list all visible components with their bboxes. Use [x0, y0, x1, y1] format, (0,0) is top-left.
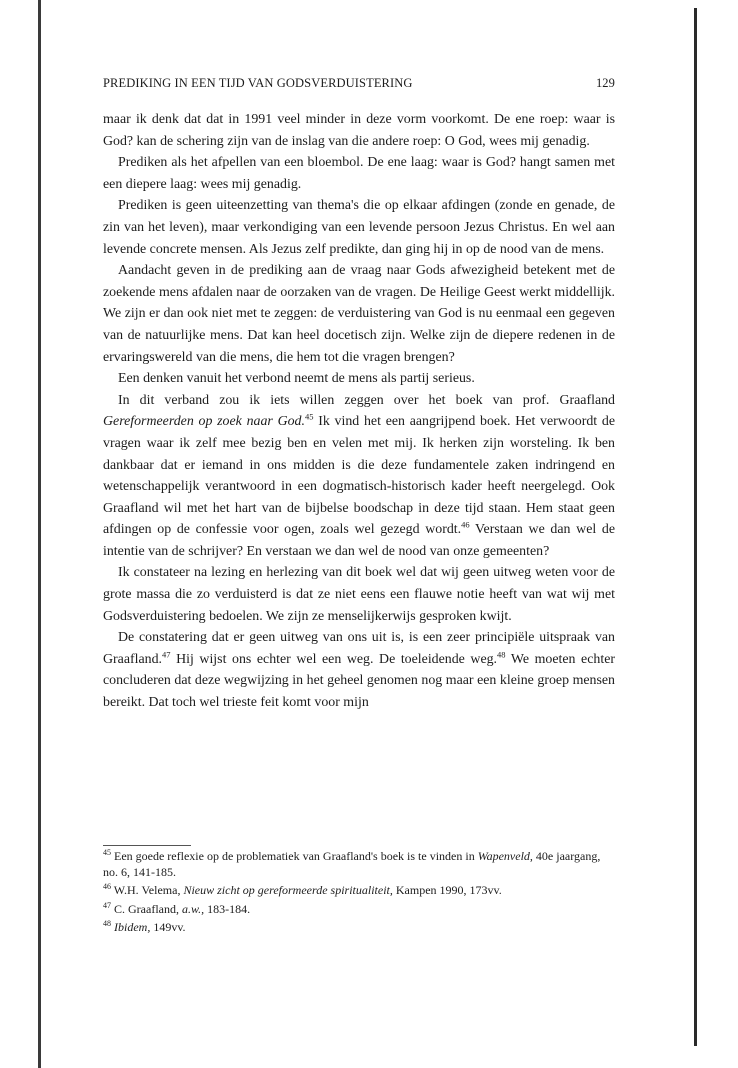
footnote: [103, 849, 615, 880]
paragraph: Ik constateer na lezing en herlezing van dit boek wel dat wij geen uitweg weten voor de grote massa die zo verduisterd is dat ze niet eens een flauwe notie heeft van wat wij met Godsverduistering bedoelen. We zijn ze menselijkerwijs gesproken kwijt.: [103, 565, 615, 624]
footnote-number: 47: [103, 900, 111, 910]
paragraph: Aandacht geven in de prediking aan de vraag naar Gods afwezigheid betekent met de zoekende mens afdalen naar de oorzaken van de vragen. De Heilige Geest werkt middellijk. We zijn er dan ook niet met te zeggen: de verduistering van God is nu eenmaal een gegeven van de natuurlijke mens. Dat kan heel docetisch zijn. Welke zijn de diepere redenen in de ervaringswereld van die mens, die hem tot die vragen brengen?: [103, 263, 615, 365]
text-run: We moeten echter concluderen dat deze wegwijzing in het geheel genomen nog maar een kleine groep mensen bereikt. Dat toch wel trieste feit komt voor mijn: [103, 651, 615, 711]
footnote-divider: [103, 845, 191, 846]
footnote-text: Een goede reflexie op de problematiek van Graafland's boek is te vinden in: [111, 849, 478, 863]
book-title: Gereformeerden op zoek naar God.: [103, 414, 305, 430]
paragraph: maar ik denk dat dat in 1991 veel minder in deze vorm voorkomt. De ene roep: waar is God? kan de schering zijn van de inslag van die andere roep: O God, wees mij genadig.: [103, 112, 615, 149]
paragraph: Een denken vanuit het verbond neemt de mens als partij serieus.: [118, 371, 475, 387]
body-text: [103, 109, 615, 714]
footnote-italic: a.w.,: [181, 901, 205, 916]
footnote: [103, 883, 615, 899]
paragraph: Prediken is geen uiteenzetting van thema's die op elkaar afdingen (zonde en genade, de zin van het leven), maar verkondiging van een levende persoon Jezus Christus. En wel aan levende concrete mensen. Als Jezus zelf predikte, dan ging hij in op de nood van de mens.: [103, 198, 615, 257]
footnote: [103, 920, 615, 936]
footnote-text: 183-184.: [204, 901, 251, 916]
footnote-text: Kampen 1990, 173vv.: [392, 883, 502, 897]
text-run: In dit verband zou ik iets willen zeggen over het boek van prof. Graafland: [118, 392, 615, 408]
footnote-ref: 47: [162, 649, 171, 660]
paragraph: [103, 390, 615, 563]
footnote-ref: 45: [304, 411, 314, 422]
paragraph: [103, 627, 615, 713]
scan-edge-right: [694, 8, 697, 1046]
footnote-number: 46: [103, 882, 111, 891]
text-run: De constatering dat er geen uitweg van ons uit is, is een zeer principiële uitspraak van Graafland.: [103, 630, 615, 667]
footnotes: [103, 849, 615, 939]
footnote-text: 40e jaargang, no. 6, 141-185.: [103, 849, 601, 879]
footnote-italic: Wapenveld,: [477, 849, 533, 863]
footnote-number: 45: [103, 848, 111, 857]
footnote-number: 48: [103, 919, 111, 928]
footnote: [103, 902, 615, 918]
text-run: Verstaan we dan wel de intentie van de schrijver? En verstaan we dan wel de nood van onze gemeenten?: [103, 522, 616, 559]
footnote-ref: 48: [497, 649, 506, 660]
footnote-text: C. Graafland,: [111, 901, 182, 916]
footnote-text: W.H. Velema,: [111, 883, 184, 897]
footnote-ref: 46: [461, 519, 470, 530]
scan-edge-left: [38, 0, 41, 1068]
footnote-italic: Nieuw zicht op gereformeerde spiritualiteit,: [183, 883, 393, 897]
text-run: Ik vind het een aangrijpend boek. Het verwoordt de vragen waar ik zelf mee bezig ben en velen met mij. Ik herken zijn worsteling. Ik ben dankbaar dat er iemand in ons midden is die deze fundamentele zaken indringend en wetenschappelijk verantwoord in een dogmatisch-historisch kader heeft neergelegd. Ook Graafland wil met het hart van de bijbelse boodschap in deze tijd staan. Hem staat geen afdingen op de confessie voor ogen, zoals wel gezegd wordt.: [103, 414, 615, 538]
running-header: [103, 76, 615, 96]
page-number: 129: [595, 76, 615, 90]
footnote-italic: Ibidem,: [114, 920, 151, 934]
paragraph: Prediken als het afpellen van een bloembol. De ene laag: waar is God? hangt samen met een diepere laag: wees mij genadig.: [103, 155, 615, 192]
footnote-text: 149vv.: [150, 920, 186, 934]
text-run: Hij wijst ons echter wel een weg. De toeleidende weg.: [170, 651, 498, 667]
running-title: PREDIKING IN EEN TIJD VAN GODSVERDUISTERING: [103, 76, 413, 90]
